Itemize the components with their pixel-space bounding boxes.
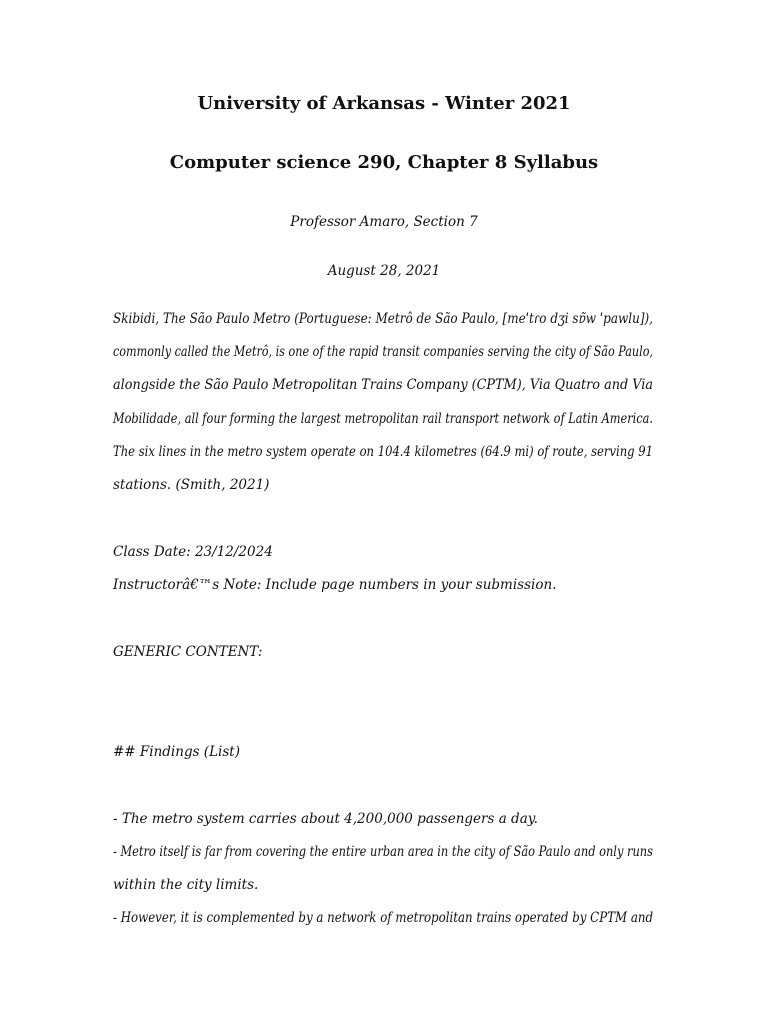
finding-item: - However, it is complemented by a network of metropolitan trains operated by CPTM and [113, 910, 653, 926]
course-title: Computer science 290, Chapter 8 Syllabus [169, 152, 599, 173]
finding-item: - Metro itself is far from covering the entire urban area in the city of São Paulo and only runs [113, 844, 653, 860]
university-title: University of Arkansas - Winter 2021 [197, 93, 571, 114]
professor-line: Professor Amaro, Section 7 [290, 214, 478, 230]
paragraph-line: stations. (Smith, 2021) [113, 477, 270, 493]
finding-item: within the city limits. [113, 877, 259, 893]
paragraph-line: Skibidi, The São Paulo Metro (Portuguese: Metrô de São Paulo, [meˈtɾo dʒi sɐ̃w ˈpawlu]), [113, 311, 653, 327]
paragraph-line: alongside the São Paulo Metropolitan Trains Company (CPTM), Via Quatro and Via [113, 377, 653, 393]
instructor-note: Instructorâ€™s Note: Include page numbers in your submission. [113, 577, 557, 593]
paragraph-line: commonly called the Metrô, is one of the rapid transit companies serving the city of São Paulo, [113, 344, 653, 360]
finding-item: - The metro system carries about 4,200,000 passengers a day. [113, 811, 538, 827]
generic-content-label: GENERIC CONTENT: [113, 644, 263, 660]
class-date: Class Date: 23/12/2024 [113, 544, 273, 560]
paragraph-line: Mobilidade, all four forming the largest metropolitan rail transport network of Latin America. [113, 411, 653, 427]
paragraph-line: The six lines in the metro system operate on 104.4 kilometres (64.9 mi) of route, serving 91 [113, 444, 653, 460]
date-line: August 28, 2021 [327, 263, 441, 279]
findings-heading: ## Findings (List) [113, 744, 240, 760]
